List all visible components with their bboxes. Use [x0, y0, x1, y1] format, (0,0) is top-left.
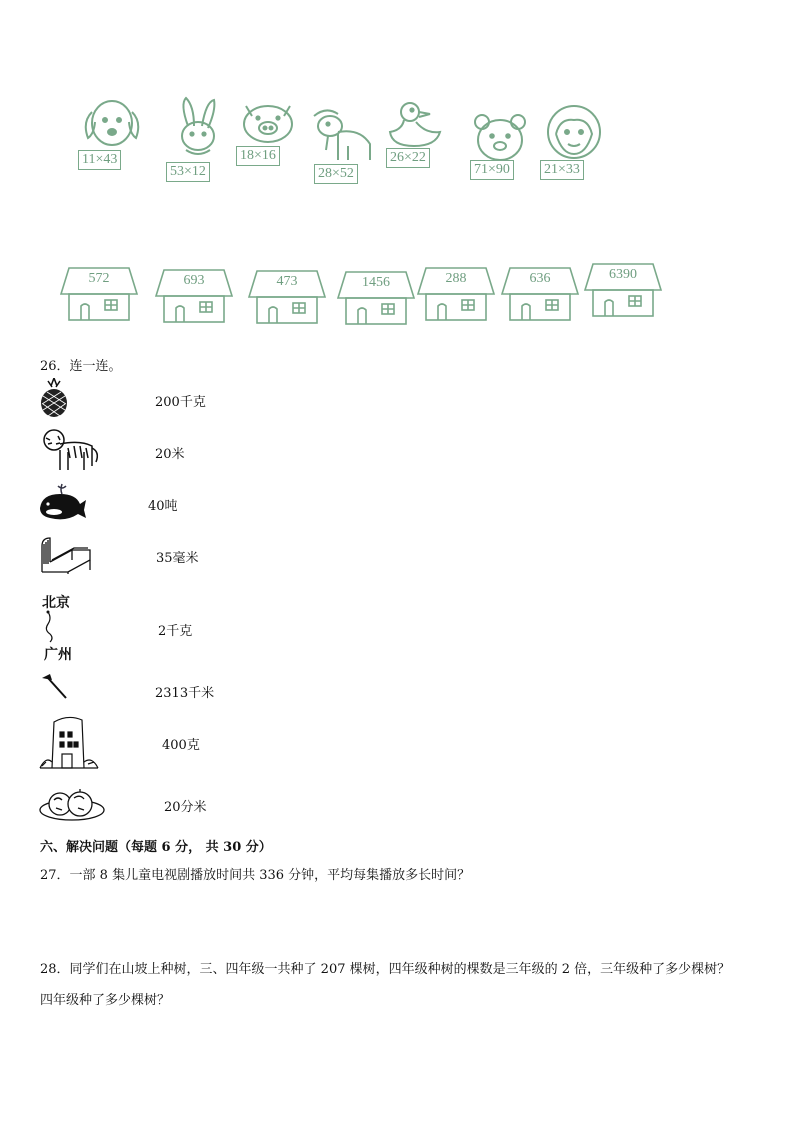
dog-expression: 11×43 [78, 150, 121, 170]
house [59, 264, 139, 322]
unit-label: 20米 [155, 447, 185, 462]
dog-picture [78, 98, 148, 178]
house [154, 266, 234, 324]
house-number: 693 [183, 273, 205, 288]
fruit-plate-picture [38, 786, 108, 828]
monkey-picture [540, 104, 610, 186]
house [416, 264, 496, 322]
nail-picture [40, 672, 72, 706]
house-number: 6390 [609, 267, 637, 282]
goat-expression: 28×52 [314, 164, 358, 184]
unit-label: 2313千米 [155, 686, 215, 701]
monkey-expression: 21×33 [540, 160, 584, 180]
rabbit-picture [166, 96, 236, 186]
house-number: 572 [88, 271, 110, 286]
bear-expression: 71×90 [470, 160, 514, 180]
map-route-picture [40, 592, 84, 664]
pig-expression: 18×16 [236, 146, 280, 166]
house-number: 473 [276, 274, 298, 289]
unit-label: 20分米 [164, 800, 207, 815]
house-number: 636 [529, 271, 551, 286]
map-label-guangzhou: 广州 [44, 647, 72, 663]
goat-picture [308, 104, 380, 190]
bed-picture [38, 530, 92, 580]
unit-label: 200千克 [155, 395, 206, 410]
duck-picture [382, 100, 452, 176]
question-28-line2: 四年级种了多少棵树？ [40, 993, 171, 1008]
question-27: 27．一部 8 集儿童电视剧播放时间共 336 分钟，平均每集播放多长时间？ [40, 868, 471, 883]
unit-label: 2千克 [158, 624, 193, 639]
tiger-picture [40, 428, 102, 478]
unit-label: 400克 [162, 738, 200, 753]
map-label-beijing: 北京 [42, 595, 70, 611]
house-number: 1456 [362, 275, 390, 290]
house [247, 267, 327, 325]
question-28-line1: 28．同学们在山坡上种树，三、四年级一共种了 207 棵树，四年级种树的棵数是三年级的 2 倍，三年级种了多少棵树？ [40, 962, 731, 977]
bear-picture [470, 112, 532, 186]
house [583, 260, 663, 318]
pig-picture [236, 98, 300, 174]
building-picture [38, 712, 100, 774]
rabbit-expression: 53×12 [166, 162, 210, 182]
unit-label: 40吨 [148, 499, 178, 514]
unit-label: 35毫米 [156, 551, 199, 566]
question-26-title: 26．连一连。 [40, 359, 122, 374]
whale-picture [36, 482, 88, 526]
house [500, 264, 580, 322]
house [336, 268, 416, 326]
duck-expression: 26×22 [386, 148, 430, 168]
section-heading: 六、解决问题（每题 6 分， 共 30 分） [40, 840, 272, 855]
house-number: 288 [445, 271, 467, 286]
pineapple-picture [38, 378, 70, 422]
